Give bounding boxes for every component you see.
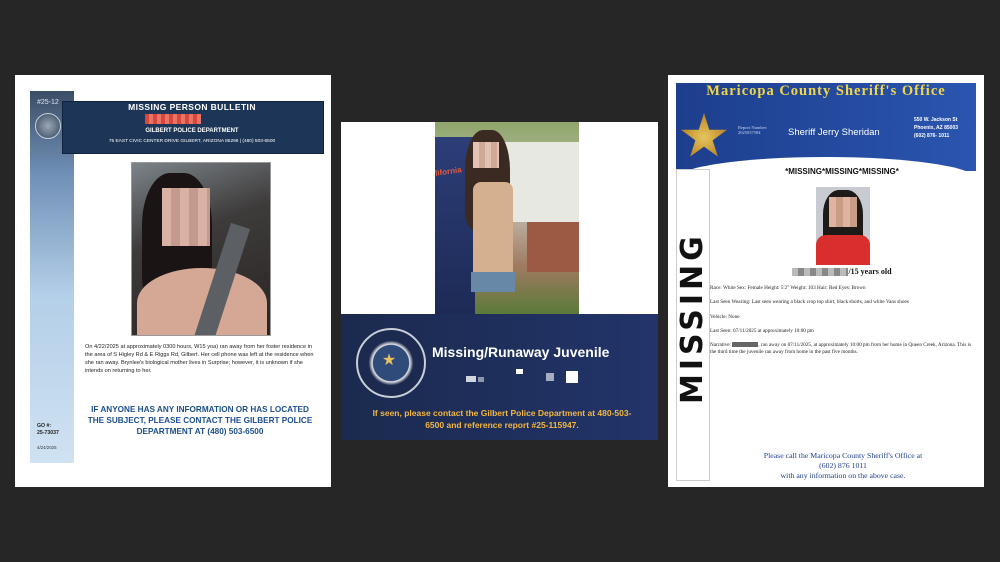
bulletin-title: MISSING PERSON BULLETIN bbox=[128, 102, 256, 112]
juvenile-photo bbox=[435, 122, 579, 314]
bulletin-date: 4/24/2025 bbox=[37, 445, 57, 450]
subject-photo bbox=[131, 162, 271, 336]
narrative-text: , ran away on 07/11/2025, at approximately 10:00 pm from her home in Queen Creek, Arizona. This is the third time the juvenile ran away from home in the past five months. bbox=[710, 342, 972, 356]
redacted-name bbox=[145, 114, 201, 124]
missing-letter: MISSING bbox=[675, 232, 710, 404]
report-value: 2025037584 bbox=[738, 130, 761, 135]
pixelated-face bbox=[829, 197, 857, 227]
pixelated-name bbox=[466, 369, 586, 385]
go-label: GO #: bbox=[37, 423, 52, 429]
address-line-3: (602) 876- 1011 bbox=[914, 132, 950, 139]
gilbert-runaway-juvenile-flyer bbox=[341, 122, 658, 440]
missing-vertical-word bbox=[675, 173, 710, 463]
department-name: GILBERT POLICE DEPARTMENT bbox=[145, 128, 239, 134]
go-number bbox=[37, 423, 59, 437]
cta-line-3: with any information on the above case. bbox=[780, 471, 906, 481]
subject-age bbox=[708, 267, 976, 276]
report-number bbox=[738, 125, 767, 135]
report-label: Report Number: bbox=[738, 125, 768, 130]
age-text: /15 years old bbox=[848, 267, 892, 276]
subject-photo bbox=[816, 187, 870, 265]
cta-line-2: (602) 876 1011 bbox=[819, 461, 867, 471]
photo-brick bbox=[527, 222, 579, 272]
sheriff-contact-callout bbox=[728, 451, 958, 481]
subject-descriptors: Race: White Sex: Female Height: 5'2" Weight: 103 Hair: Red Eyes: Brown bbox=[710, 285, 866, 291]
shirt-text: lifornia bbox=[435, 165, 463, 178]
narrative-label: Narrative: bbox=[710, 342, 732, 348]
redacted-name bbox=[732, 342, 758, 347]
pixelated-face bbox=[162, 188, 210, 246]
narrative-block bbox=[710, 342, 974, 357]
address-line-1: 550 W. Jackson St bbox=[914, 117, 958, 123]
seal-star-icon: ★ bbox=[381, 352, 397, 369]
case-label: #25-12 bbox=[37, 99, 59, 106]
blurred-name bbox=[792, 268, 848, 276]
sheriff-name: Sheriff Jerry Sheridan bbox=[788, 127, 880, 138]
bulletin-contact-callout: IF ANYONE HAS ANY INFORMATION OR HAS LOCATED THE SUBJECT, PLEASE CONTACT THE GILBERT POLICE DEPARTMENT AT (480) 503-6500 bbox=[87, 405, 313, 436]
last-seen-wearing: Last Seen Wearing: Last seen wearing a black crop top shirt, black shorts, and white Vans shoes bbox=[710, 299, 909, 305]
pixelated-face bbox=[473, 142, 499, 168]
flyer-contact-text: If seen, please contact the Gilbert Police Department at 480-503-6500 and reference report #25-115947. bbox=[372, 408, 632, 431]
missing-heading: *MISSING*MISSING*MISSING* bbox=[785, 167, 899, 176]
agency-name: Maricopa County Sheriff's Office bbox=[706, 83, 946, 99]
department-address: 75 EAST CIVIC CENTER DRIVE GILBERT, ARIZONA 85296 | (480) 503-6500 bbox=[108, 139, 276, 144]
vehicle-info: Vehicle: None bbox=[710, 314, 740, 320]
address-line-2: Phoenix, AZ 85003 bbox=[914, 124, 958, 131]
office-address bbox=[914, 117, 958, 140]
photo-shorts bbox=[471, 272, 515, 292]
flyer-heading: Missing/Runaway Juvenile bbox=[432, 344, 610, 360]
photo-shirt bbox=[816, 235, 870, 265]
cta-line-1: Please call the Maricopa County Sheriff's Office at bbox=[763, 451, 923, 460]
go-value: 25-73037 bbox=[37, 429, 59, 436]
last-seen-info: Last Seen: 07/11/2025 at approximately 10:00 pm bbox=[710, 328, 814, 334]
maricopa-missing-flyer bbox=[668, 75, 984, 487]
police-seal-icon bbox=[35, 113, 61, 139]
photo-body bbox=[473, 182, 513, 277]
bulletin-narrative: On 4/22/2025 at approximately 0300 hours, W15 yoa) ran away from her foster residence in the area of S Higley Rd & E Riggs Rd, Gilbert. Her cell phone was left at the residence when she ran away. Brynlee's biological mother lives in Surprise; however, it is unknown if she intends on returning to her. bbox=[85, 344, 314, 375]
gilbert-missing-person-bulletin bbox=[15, 75, 331, 487]
